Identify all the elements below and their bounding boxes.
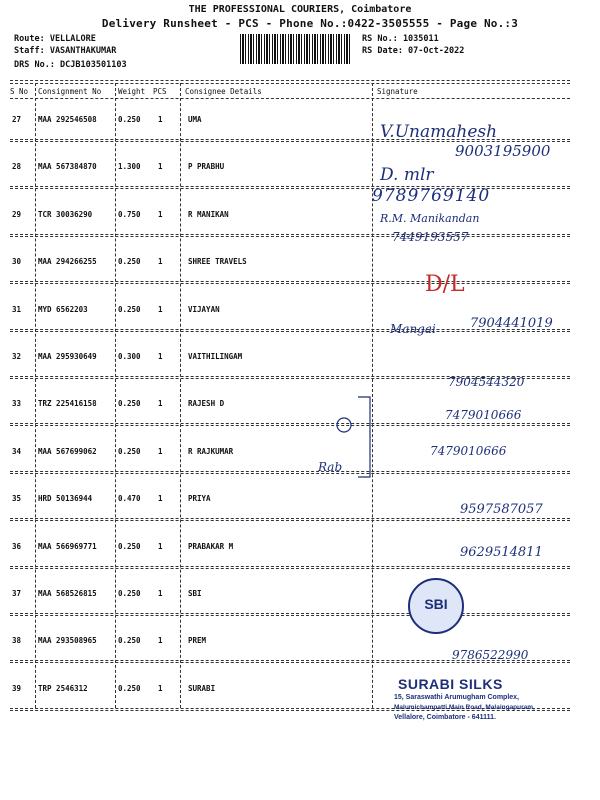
cell-pcs: 1 xyxy=(158,209,163,219)
drs-no: DRS No.: DCJB103501103 xyxy=(14,60,127,70)
row-separator xyxy=(10,518,570,519)
header-top-line-2 xyxy=(10,83,570,84)
cell-pcs: 1 xyxy=(158,683,163,693)
cell-sno: 35 xyxy=(12,494,22,504)
cell-pcs: 1 xyxy=(158,589,163,598)
cell-pcs: 1 xyxy=(158,257,163,267)
cell-consignee: SURABI xyxy=(188,683,216,693)
cell-consignee: VIJAYAN xyxy=(188,304,220,314)
col-signature: Signature xyxy=(377,87,418,96)
rs-no: RS No.: 1035011 xyxy=(362,34,439,44)
header-top-line xyxy=(10,80,570,81)
cell-consignee: PREM xyxy=(188,636,207,646)
cell-consignment: MAA 567384870 xyxy=(38,162,97,172)
col-weight: Weight xyxy=(118,87,146,96)
row-separator xyxy=(10,425,570,426)
cell-consignee: PRABAKAR M xyxy=(188,541,234,551)
cell-weight: 0.250 xyxy=(118,304,141,314)
signature-27: V.Unamahesh xyxy=(380,122,498,142)
cell-sno: 30 xyxy=(12,257,22,267)
cell-pcs: 1 xyxy=(158,304,163,314)
cell-weight: 0.300 xyxy=(118,352,141,361)
cell-sno: 36 xyxy=(12,541,22,551)
col-sno: S No xyxy=(10,87,29,96)
cell-consignment: HRD 50136944 xyxy=(38,494,93,504)
signature-35-phone: 9597587057 xyxy=(460,502,543,517)
signature-33-phone: 7904544320 xyxy=(448,375,525,389)
cell-weight: 0.250 xyxy=(118,589,141,598)
cell-consignee: P PRABHU xyxy=(188,162,225,172)
cell-sno: 28 xyxy=(12,162,22,172)
row-separator xyxy=(10,568,570,569)
cell-consignee: SHREE TRAVELS xyxy=(188,257,247,267)
surabi-stamp-line2: Malumichampatti Main Road, Malaingapuram, xyxy=(394,704,535,711)
cell-consignment: TRP 2546312 xyxy=(38,683,88,693)
row-separator xyxy=(10,613,570,614)
cell-consignee: R MANIKAN xyxy=(188,209,229,219)
table-row xyxy=(0,621,600,669)
signature-rab: Rab xyxy=(318,460,343,474)
cell-pcs: 1 xyxy=(158,399,163,409)
cell-weight: 0.250 xyxy=(118,683,141,693)
col-pcs: PCS xyxy=(153,87,167,96)
surabi-stamp-name: SURABI SILKS xyxy=(398,676,503,692)
cell-pcs: 1 xyxy=(158,494,163,504)
signature-28-phone: 9789769140 xyxy=(372,186,491,206)
col-consignment: Consignment No xyxy=(38,87,102,96)
bracket-mark xyxy=(330,395,390,485)
surabi-stamp-line3: Vellalore, Coimbatore - 641111. xyxy=(394,714,496,721)
route: Route: VELLALORE xyxy=(14,34,96,44)
row-separator xyxy=(10,236,570,237)
signature-28: D. mlr xyxy=(380,165,434,185)
signature-31: Mangai xyxy=(390,322,436,336)
cell-weight: 0.750 xyxy=(118,209,141,219)
signature-31-phone: 7904441019 xyxy=(470,316,553,331)
cell-consignee: UMA xyxy=(188,115,202,124)
table-row xyxy=(0,432,600,480)
signature-36-phone: 9629514811 xyxy=(460,545,543,560)
cell-weight: 0.250 xyxy=(118,399,141,409)
cell-consignment: MYD 6562203 xyxy=(38,304,88,314)
cell-weight: 0.250 xyxy=(118,115,141,124)
cell-sno: 31 xyxy=(12,304,22,314)
staff: Staff: VASANTHAKUMAR xyxy=(14,46,117,56)
cell-sno: 33 xyxy=(12,399,22,409)
header-bottom-line xyxy=(10,98,570,99)
cell-pcs: 1 xyxy=(158,446,163,456)
cell-consignment: MAA 568526815 xyxy=(38,589,97,598)
row-separator xyxy=(10,423,570,424)
cell-pcs: 1 xyxy=(158,115,163,124)
cell-consignment: MAA 293508965 xyxy=(38,636,97,646)
row-separator xyxy=(10,662,570,663)
cell-pcs: 1 xyxy=(158,352,163,361)
cell-consignee: VAITHILINGAM xyxy=(188,352,243,361)
row-separator xyxy=(10,471,570,472)
cell-sno: 27 xyxy=(12,115,22,124)
table-row xyxy=(0,195,600,243)
cell-sno: 39 xyxy=(12,683,22,693)
row-separator xyxy=(10,234,570,235)
cell-consignment: MAA 295930649 xyxy=(38,352,97,361)
runsheet-title: Delivery Runsheet - PCS - Phone No.:0422-3505555 - Page No.:3 xyxy=(101,17,519,30)
table-row xyxy=(0,100,600,148)
rs-date: RS Date: 07-Oct-2022 xyxy=(362,46,465,56)
signature-30: D/L xyxy=(425,272,465,297)
cell-pcs: 1 xyxy=(158,636,163,646)
cell-consignment: TRZ 225416158 xyxy=(38,399,97,409)
cell-weight: 0.250 xyxy=(118,541,141,551)
signature-33b-phone: 7479010666 xyxy=(445,408,522,422)
table-row xyxy=(0,242,600,290)
cell-consignment: MAA 292546508 xyxy=(38,115,97,124)
cell-weight: 0.250 xyxy=(118,257,141,267)
row-separator xyxy=(10,281,570,282)
cell-weight: 1.300 xyxy=(118,162,141,172)
signature-38-phone: 9786522990 xyxy=(452,648,529,662)
cell-consignee: RAJESH D xyxy=(188,399,225,409)
cell-pcs: 1 xyxy=(158,541,163,551)
signature-29-phone: 7449193557 xyxy=(392,230,469,244)
company-title: THE PROFESSIONAL COURIERS, Coimbatore xyxy=(188,4,412,15)
row-separator xyxy=(10,566,570,567)
row-separator xyxy=(10,520,570,521)
cell-consignment: MAA 294266255 xyxy=(38,257,97,267)
cell-consignment: MAA 566969771 xyxy=(38,541,97,551)
table-row xyxy=(0,574,600,622)
cell-sno: 29 xyxy=(12,209,22,219)
col-consignee: Consignee Details xyxy=(185,87,262,96)
cell-consignee: R RAJKUMAR xyxy=(188,446,234,456)
signature-34-phone: 7479010666 xyxy=(430,444,507,458)
row-separator xyxy=(10,615,570,616)
cell-consignee: SBI xyxy=(188,589,202,598)
signature-29: R.M. Manikandan xyxy=(380,212,480,225)
cell-pcs: 1 xyxy=(158,162,163,172)
cell-weight: 0.250 xyxy=(118,636,141,646)
signature-27-phone: 9003195900 xyxy=(455,142,551,160)
sbi-stamp xyxy=(408,578,464,634)
cell-consignee: PRIYA xyxy=(188,494,211,504)
cell-consignment: MAA 567699062 xyxy=(38,446,97,456)
sbi-stamp-text: SBI xyxy=(424,596,448,612)
surabi-stamp-line1: 15, Saraswathi Arumugham Complex, xyxy=(394,694,519,701)
cell-weight: 0.250 xyxy=(118,446,141,456)
barcode xyxy=(240,34,352,64)
row-separator xyxy=(10,283,570,284)
row-separator xyxy=(10,473,570,474)
cell-consignment: TCR 30036290 xyxy=(38,209,93,219)
cell-weight: 0.470 xyxy=(118,494,141,504)
cell-sno: 37 xyxy=(12,589,22,598)
cell-sno: 34 xyxy=(12,446,22,456)
cell-sno: 32 xyxy=(12,352,22,361)
cell-sno: 38 xyxy=(12,636,22,646)
